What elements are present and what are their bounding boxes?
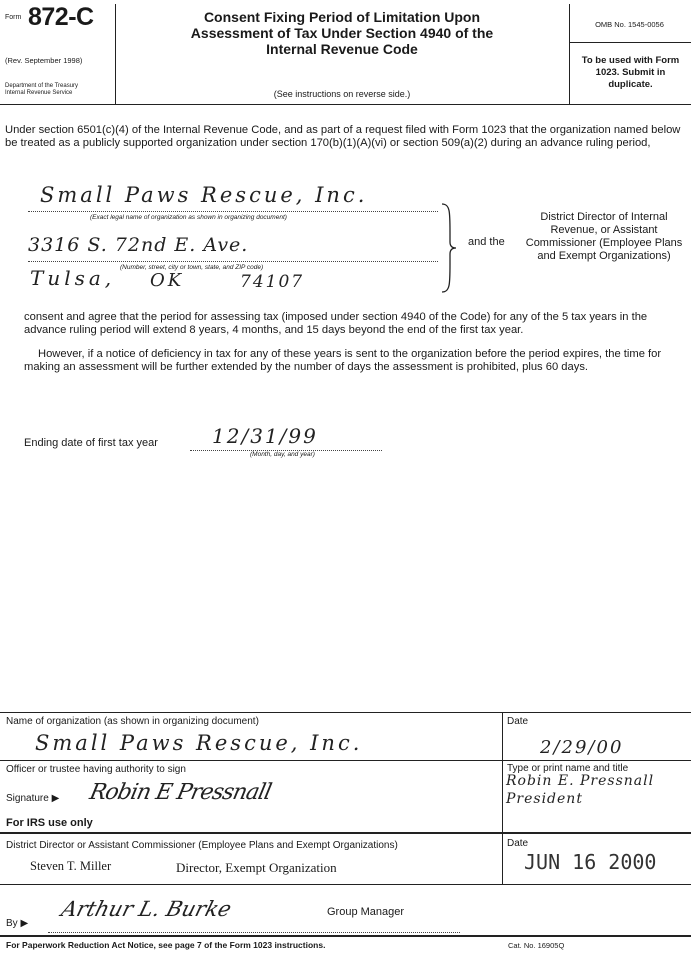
- director-title: Director, Exempt Organization: [176, 860, 337, 875]
- deficiency-paragraph: However, if a notice of deficiency in tax for any of these years is sent to the organization before the period expires, the time for making an assessment will be further extended by the number of days the assessment is prohibited, plus 60 days.: [24, 348, 662, 373]
- city-handwritten[interactable]: Tulsa,: [30, 266, 116, 290]
- consent-paragraph: consent and agree that the period for assessing tax (imposed under section 4940 of the Code) for any of the 5 tax years in the advance ruling period will extend 8 years, 4 months, and 15 days beyond the end of the first tax year.: [24, 311, 648, 336]
- type-name-label: Type or print name and title: [507, 763, 629, 774]
- use-note: To be used with Form 1023. Submit in duplicate.: [581, 55, 680, 90]
- ending-date-value[interactable]: 12/31/99: [212, 424, 318, 448]
- paperwork-note: For Paperwork Reduction Act Notice, see page 7 of the Form 1023 instructions.: [6, 940, 326, 950]
- intro-paragraph: Under section 6501(c)(4) of the Internal Revenue Code, and as part of a request filed with Form 1023 that the organization named below be treated as a publicly supported organization under section 170(b)(1)(A)(vi) or section 509(a)(2) during an advance ruling period,: [5, 124, 681, 149]
- by-label: By ▶: [6, 918, 29, 929]
- by-signature[interactable]: Arthur L. Burke: [58, 897, 235, 921]
- and-the-label: and the: [468, 236, 505, 248]
- form-prefix: Form: [5, 14, 22, 21]
- street-handwritten[interactable]: 3316 S. 72nd E. Ave.: [28, 234, 249, 256]
- ending-date-caption: (Month, day, and year): [250, 451, 315, 458]
- org-name-caption: (Exact legal name of organization as shown in organizing document): [90, 214, 287, 221]
- org-name-value[interactable]: Small Paws Rescue, Inc.: [35, 731, 363, 755]
- by-title: Group Manager: [327, 906, 405, 918]
- signer-title[interactable]: President: [506, 791, 583, 807]
- officer-label: Officer or trustee having authority to sign: [6, 764, 186, 775]
- irs-date-label: Date: [507, 838, 529, 849]
- title-line-3: Internal Revenue Code: [266, 41, 418, 57]
- state-handwritten[interactable]: OK: [150, 270, 185, 291]
- service-name: Internal Revenue Service: [5, 90, 73, 96]
- brace-icon: [440, 202, 458, 294]
- cat-number: Cat. No. 16905Q: [508, 941, 565, 950]
- address-caption: (Number, street, city or town, state, and ZIP code): [120, 264, 264, 271]
- signature-label: Signature ▶: [6, 793, 60, 804]
- instructions-note: (See instructions on reverse side.): [273, 89, 411, 99]
- signature-handwritten[interactable]: Robin E Pressnall: [87, 780, 274, 805]
- org-name-label: Name of organization (as shown in organizing document): [6, 716, 259, 727]
- title-line-1: Consent Fixing Period of Limitation Upon: [203, 9, 481, 25]
- date-label: Date: [507, 716, 529, 727]
- irs-use-label: For IRS use only: [6, 817, 93, 829]
- omb-number: OMB No. 1545-0056: [595, 20, 664, 29]
- title-line-2: Assessment of Tax Under Section 4940 of the: [190, 25, 494, 41]
- director-name: Steven T. Miller: [30, 859, 112, 873]
- form-title: [118, 9, 566, 57]
- form-number: 872-C: [28, 3, 94, 31]
- irs-date-stamp: JUN 16 2000: [524, 850, 657, 874]
- zip-handwritten[interactable]: 74107: [240, 272, 305, 292]
- org-name-handwritten[interactable]: Small Paws Rescue, Inc.: [40, 183, 368, 207]
- department-name: Department of the Treasury: [5, 83, 79, 89]
- signer-name[interactable]: Robin E. Pressnall: [506, 773, 655, 789]
- ending-date-label: Ending date of first tax year: [24, 437, 158, 449]
- director-label: District Director or Assistant Commissioner (Employee Plans and Exempt Organizations): [6, 840, 398, 851]
- date-value[interactable]: 2/29/00: [540, 737, 624, 758]
- form-revision: (Rev. September 1998): [5, 56, 83, 65]
- director-text: District Director of Internal Revenue, or Assistant Commissioner (Employee Plans and Exempt Organizations): [525, 211, 683, 262]
